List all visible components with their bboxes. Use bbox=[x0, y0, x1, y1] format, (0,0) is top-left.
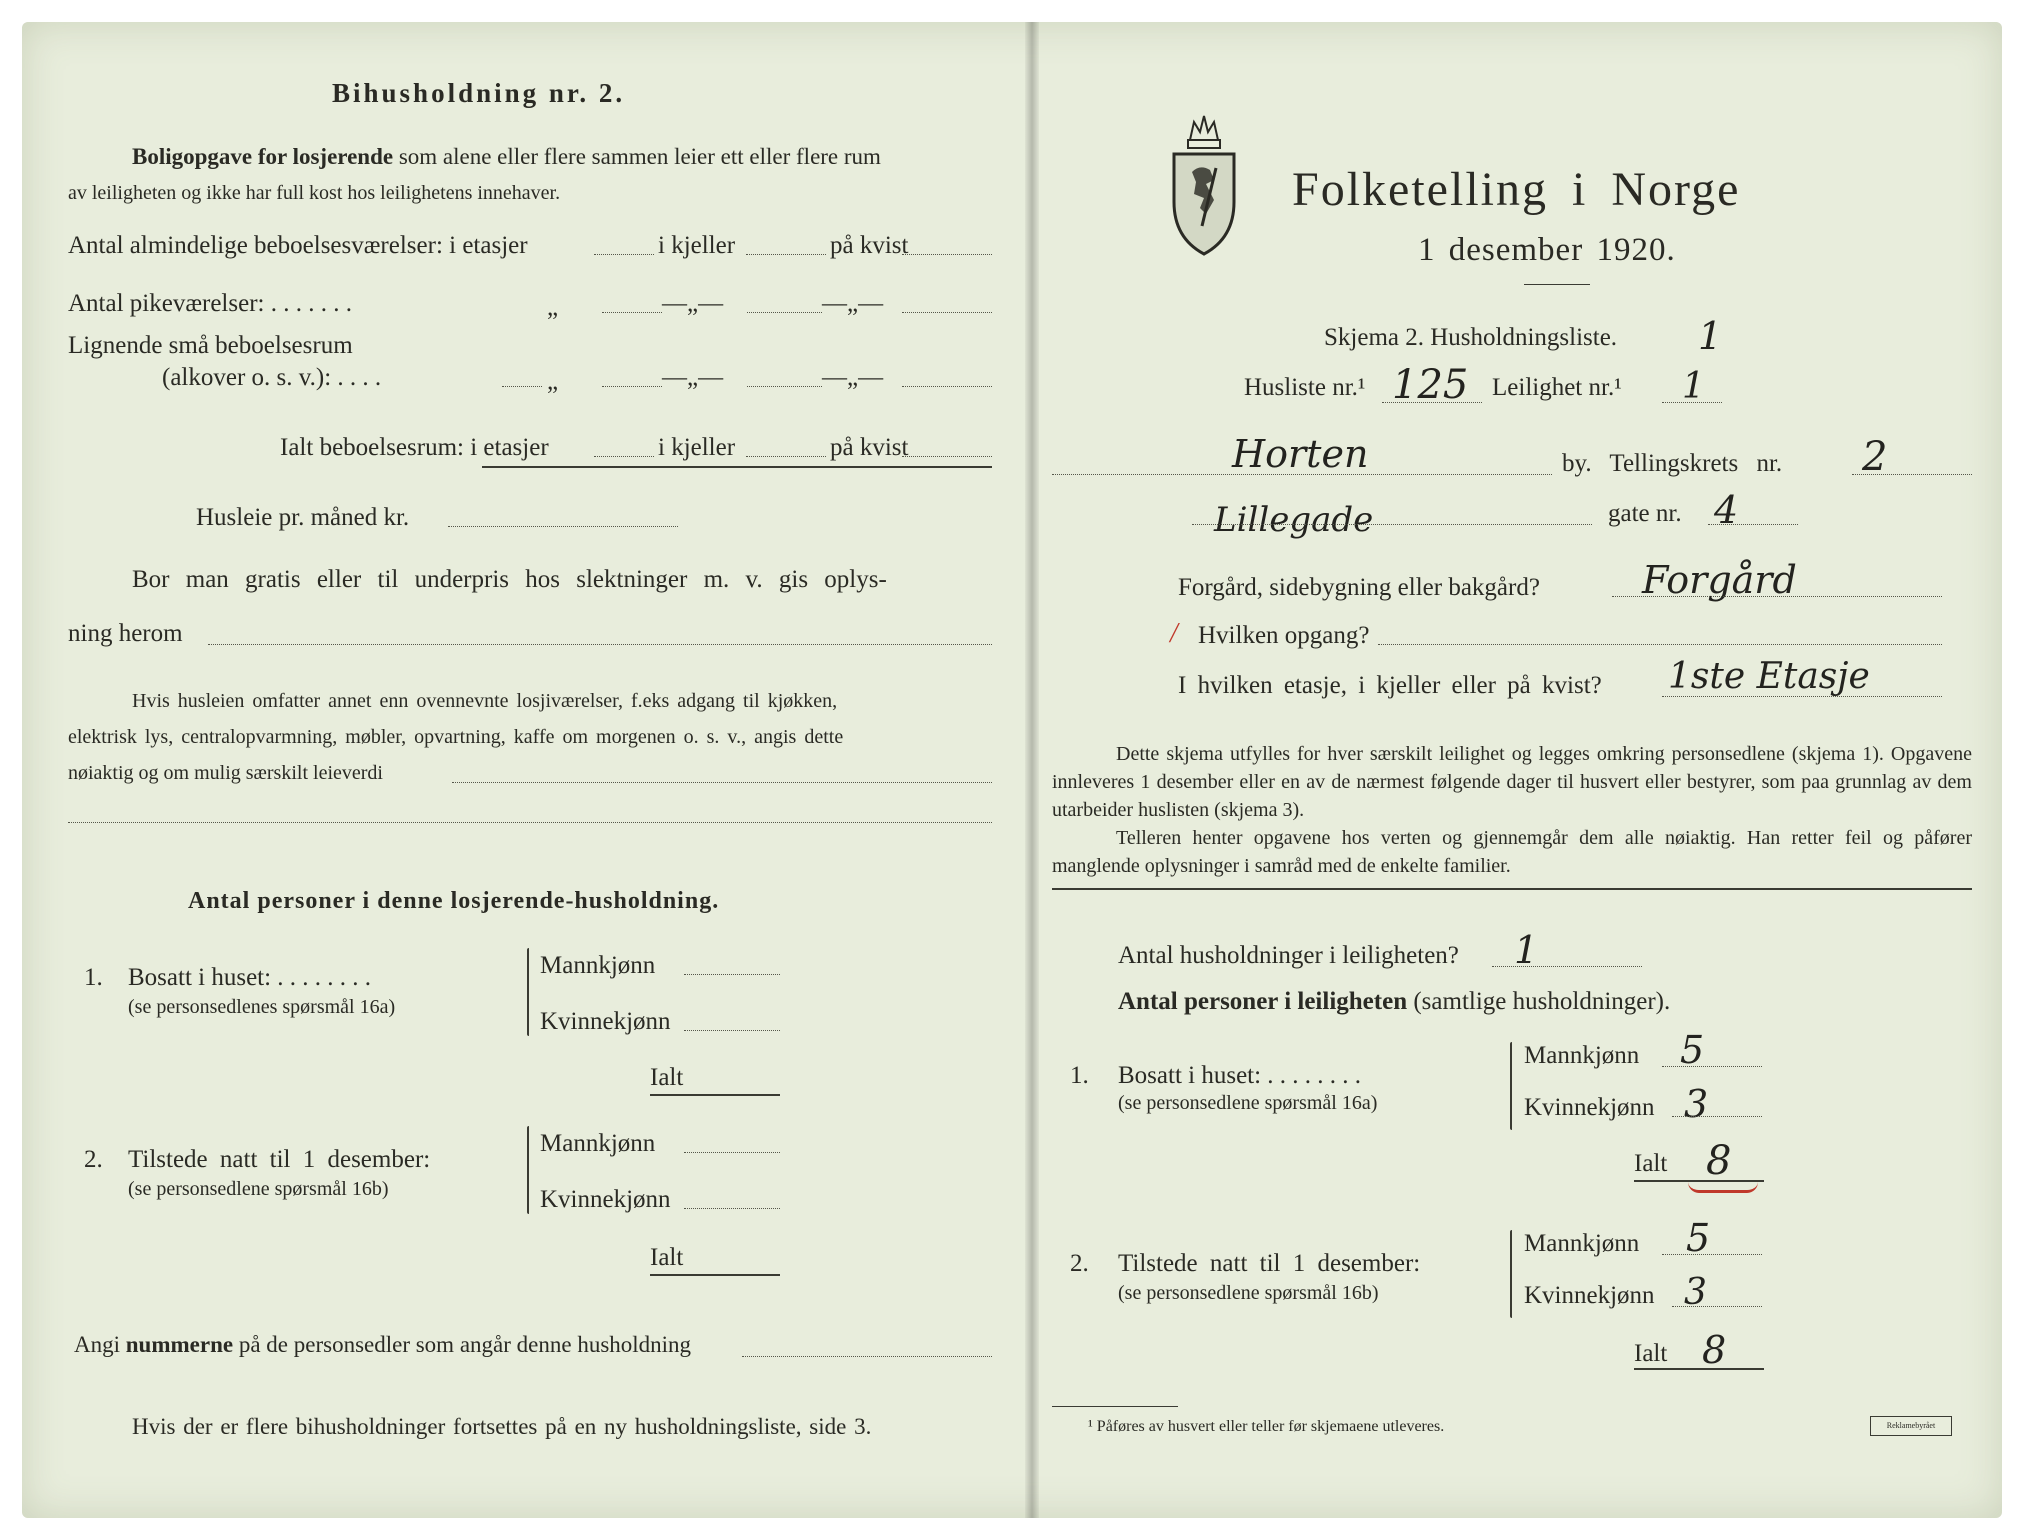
angi-line bbox=[74, 1332, 691, 1358]
pike-ditto: „ bbox=[547, 294, 559, 321]
footnote-rule bbox=[1052, 1406, 1178, 1407]
pike-label: Antal pikeværelser: . . . . . . . bbox=[68, 290, 352, 317]
left-item2-ialt-line bbox=[650, 1274, 780, 1276]
leilighet-value: 1 bbox=[1682, 366, 1705, 407]
left-item1-mann: Mannkjønn bbox=[540, 952, 656, 979]
krets-value: 2 bbox=[1862, 434, 1888, 480]
gratis-line2: ning herom bbox=[68, 620, 183, 647]
angi-pre: Angi bbox=[74, 1332, 120, 1357]
city-value: Horten bbox=[1232, 432, 1369, 476]
title-rule bbox=[1524, 284, 1590, 285]
intro-line1 bbox=[132, 144, 881, 170]
opgang-label: Hvilken opgang? bbox=[1198, 622, 1370, 649]
ialt-underline bbox=[482, 466, 992, 468]
right-item2-ialt-value: 8 bbox=[1702, 1328, 1727, 1372]
small-line2 bbox=[747, 386, 822, 387]
etasje-label: I hvilken etasje, i kjeller eller på kvist? bbox=[1178, 672, 1602, 699]
census-date: 1 desember 1920. bbox=[1418, 232, 1676, 268]
right-item1-brace bbox=[1510, 1042, 1512, 1130]
street-value: Lillegade bbox=[1214, 500, 1374, 540]
footnote: ¹ Påføres av husvert eller teller før skjemaene utleveres. bbox=[1088, 1418, 1445, 1435]
intro-line2: av leiligheten og ikke har full kost hos leilighetens innehaver. bbox=[68, 182, 561, 204]
opgang-line bbox=[1378, 644, 1942, 645]
main-title: Folketelling i Norge bbox=[1292, 163, 1741, 216]
city-line bbox=[1052, 474, 1552, 475]
printer-stamp: Reklamebyrået bbox=[1870, 1416, 1952, 1436]
rooms-kvist: på kvist bbox=[830, 232, 909, 259]
left-item1-ialt-line bbox=[650, 1094, 780, 1096]
left-item2-label: Tilstede natt til 1 desember: bbox=[128, 1146, 431, 1173]
right-item2-sub: (se personsedlene spørsmål 16b) bbox=[1118, 1282, 1379, 1304]
leilighet-label: Leilighet nr.¹ bbox=[1492, 374, 1622, 401]
pike-line1 bbox=[602, 312, 662, 313]
right-item2-kvinne: Kvinnekjønn bbox=[1524, 1282, 1655, 1309]
left-item1-label: Bosatt i huset: . . . . . . . . bbox=[128, 964, 372, 991]
right-item2-num: 2. bbox=[1070, 1250, 1089, 1277]
small-line0 bbox=[502, 386, 542, 387]
coat-of-arms-icon bbox=[1166, 110, 1242, 260]
right-persons-bold: Antal personer i leiligheten bbox=[1118, 988, 1408, 1015]
left-item2-ialt: Ialt bbox=[650, 1244, 684, 1271]
husliste-line bbox=[1382, 402, 1482, 403]
gate-value: 4 bbox=[1714, 488, 1739, 532]
gate-label: gate nr. bbox=[1608, 500, 1682, 527]
right-item2-kvinne-line bbox=[1672, 1306, 1762, 1307]
page-fold bbox=[1025, 22, 1039, 1518]
right-persons-rest: (samtlige husholdninger). bbox=[1413, 988, 1671, 1015]
right-item1-label: Bosatt i huset: . . . . . . . . bbox=[1118, 1062, 1362, 1089]
by-label: by. Tellingskrets nr. bbox=[1562, 450, 1783, 477]
forgard-line bbox=[1612, 596, 1942, 597]
skjema-label: Skjema 2. Husholdningsliste. bbox=[1324, 324, 1618, 351]
census-sheet bbox=[22, 22, 2002, 1518]
rooms-kvist-line bbox=[902, 254, 992, 255]
rooms-etasje-line bbox=[594, 254, 654, 255]
left-item2-kvinne: Kvinnekjønn bbox=[540, 1186, 671, 1213]
ialt-line3 bbox=[902, 456, 992, 457]
right-item2-ialt: Ialt bbox=[1634, 1340, 1668, 1367]
info-paragraph2: Telleren henter opgavene hos verten og gjennemgår dem alle nøiaktig. Han retter feil og påfører manglende oplysninger i samråd med de enkelte familier. bbox=[1052, 827, 1972, 877]
pike-dash1: —„— bbox=[662, 290, 724, 317]
right-item1-sub: (se personsedlene spørsmål 16a) bbox=[1118, 1092, 1378, 1114]
small-dash2: —„— bbox=[822, 364, 884, 391]
red-check-mark: / bbox=[1170, 618, 1178, 649]
left-item2-kvinne-line bbox=[684, 1208, 780, 1209]
right-item2-label: Tilstede natt til 1 desember: bbox=[1118, 1250, 1421, 1277]
small-rooms-label2: (alkover o. s. v.): . . . . bbox=[162, 364, 382, 391]
husleie-line bbox=[448, 526, 678, 527]
intro-rest: som alene eller flere sammen leier ett eller flere rum bbox=[398, 144, 881, 169]
info-paragraph1: Dette skjema utfylles for hver særskilt leilighet og legges omkring personsedlene (skjema 1). Opgavene innleveres 1 desember eller en av de nærmest følgende dager til husvert eller bestyrer, som paa grunnlag av dem utarbeider huslisten (skjema 3). bbox=[1052, 743, 1972, 821]
right-item1-kvinne-line bbox=[1672, 1116, 1762, 1117]
left-item1-num: 1. bbox=[84, 964, 103, 991]
right-item1-ialt-value: 8 bbox=[1706, 1138, 1732, 1184]
right-item1-mann: Mannkjønn bbox=[1524, 1042, 1640, 1069]
etasje-line bbox=[1662, 696, 1942, 697]
small-dash1: —„— bbox=[662, 364, 724, 391]
hush-label: Antal husholdninger i leiligheten? bbox=[1118, 942, 1459, 969]
right-item1-ialt: Ialt bbox=[1634, 1150, 1668, 1177]
left-item1-brace bbox=[527, 948, 529, 1036]
left-item1-mann-line bbox=[684, 974, 780, 975]
pike-dash2: —„— bbox=[822, 290, 884, 317]
ialt-line1 bbox=[594, 456, 654, 457]
ialt-rooms-label: Ialt beboelsesrum: i etasjer bbox=[280, 434, 549, 461]
red-underline-mark bbox=[1688, 1182, 1758, 1193]
left-item2-mann: Mannkjønn bbox=[540, 1130, 656, 1157]
husleie-label: Husleie pr. måned kr. bbox=[196, 504, 410, 531]
gratis-line bbox=[208, 644, 992, 645]
right-item1-kvinne-value: 3 bbox=[1684, 1082, 1709, 1126]
small-ditto: „ bbox=[547, 368, 559, 395]
right-persons-heading bbox=[1118, 988, 1670, 1016]
street-line bbox=[1192, 524, 1592, 525]
left-item1-kvinne-line bbox=[684, 1030, 780, 1031]
ialt-line2 bbox=[746, 456, 826, 457]
leilighet-line bbox=[1662, 402, 1722, 403]
etasje-value: 1ste Etasje bbox=[1668, 656, 1870, 697]
left-title: Bihusholdning nr. 2. bbox=[332, 78, 626, 108]
right-item2-mann-line bbox=[1662, 1254, 1762, 1255]
pike-line3 bbox=[902, 312, 992, 313]
right-item1-kvinne: Kvinnekjønn bbox=[1524, 1094, 1655, 1121]
ialt-kjeller: i kjeller bbox=[658, 434, 736, 461]
small-rooms-label1: Lignende små beboelsesrum bbox=[68, 332, 353, 359]
left-item2-num: 2. bbox=[84, 1146, 103, 1173]
right-item2-mann: Mannkjønn bbox=[1524, 1230, 1640, 1257]
hvis-line2: elektrisk lys, centralopvarmning, møbler, opvartning, kaffe om morgenen o. s. v., angis dette bbox=[68, 726, 844, 748]
right-item2-brace bbox=[1510, 1230, 1512, 1318]
right-item2-ialt-line bbox=[1634, 1368, 1764, 1370]
hvis-line-extra bbox=[68, 822, 992, 823]
krets-line bbox=[1852, 474, 1972, 475]
ialt-kvist: på kvist bbox=[830, 434, 909, 461]
right-item2-kvinne-value: 3 bbox=[1684, 1272, 1707, 1313]
left-item2-sub: (se personsedlene spørsmål 16b) bbox=[128, 1178, 389, 1200]
forgard-value: Forgård bbox=[1642, 558, 1797, 602]
skjema-value: 1 bbox=[1698, 314, 1723, 358]
small-line3 bbox=[902, 386, 992, 387]
right-item1-mann-value: 5 bbox=[1680, 1028, 1705, 1072]
angi-bold: nummerne bbox=[125, 1332, 234, 1357]
left-persons-heading: Antal personer i denne losjerende-husholdning. bbox=[188, 888, 720, 914]
pike-line2 bbox=[747, 312, 822, 313]
gate-line bbox=[1708, 524, 1798, 525]
left-item1-kvinne: Kvinnekjønn bbox=[540, 1008, 671, 1035]
right-item1-num: 1. bbox=[1070, 1062, 1089, 1089]
left-item1-ialt: Ialt bbox=[650, 1064, 684, 1091]
gratis-line1: Bor man gratis eller til underpris hos slektninger m. v. gis oplys- bbox=[132, 566, 887, 593]
rooms-label: Antal almindelige beboelsesværelser: i etasjer bbox=[68, 232, 528, 259]
husliste-label: Husliste nr.¹ bbox=[1244, 374, 1366, 401]
hvis-line1: Hvis husleien omfatter annet enn ovennevnte losjiværelser, f.eks adgang til kjøkken, bbox=[132, 690, 838, 712]
hush-value: 1 bbox=[1514, 928, 1539, 972]
left-item2-brace bbox=[527, 1126, 529, 1214]
forgard-label: Forgård, sidebygning eller bakgård? bbox=[1178, 574, 1540, 601]
left-item2-mann-line bbox=[684, 1152, 780, 1153]
left-item1-sub: (se personsedlenes spørsmål 16a) bbox=[128, 996, 396, 1018]
rooms-kjeller: i kjeller bbox=[658, 232, 736, 259]
right-item2-mann-value: 5 bbox=[1686, 1216, 1711, 1260]
left-footer: Hvis der er flere bihusholdninger fortsettes på en ny husholdningsliste, side 3. bbox=[132, 1414, 872, 1439]
husliste-value: 125 bbox=[1392, 362, 1469, 408]
info-rule bbox=[1052, 888, 1972, 890]
angi-rest: på de personsedler som angår denne husholdning bbox=[238, 1332, 692, 1357]
hvis-line bbox=[452, 782, 992, 783]
right-item1-mann-line bbox=[1662, 1066, 1762, 1067]
hush-line bbox=[1492, 966, 1642, 967]
rooms-kjeller-line bbox=[746, 254, 826, 255]
hvis-line3: nøiaktig og om mulig særskilt leieverdi bbox=[68, 762, 383, 784]
angi-fill-line bbox=[742, 1356, 992, 1357]
small-line1 bbox=[602, 386, 662, 387]
intro-bold: Boligopgave for losjerende bbox=[132, 144, 394, 169]
